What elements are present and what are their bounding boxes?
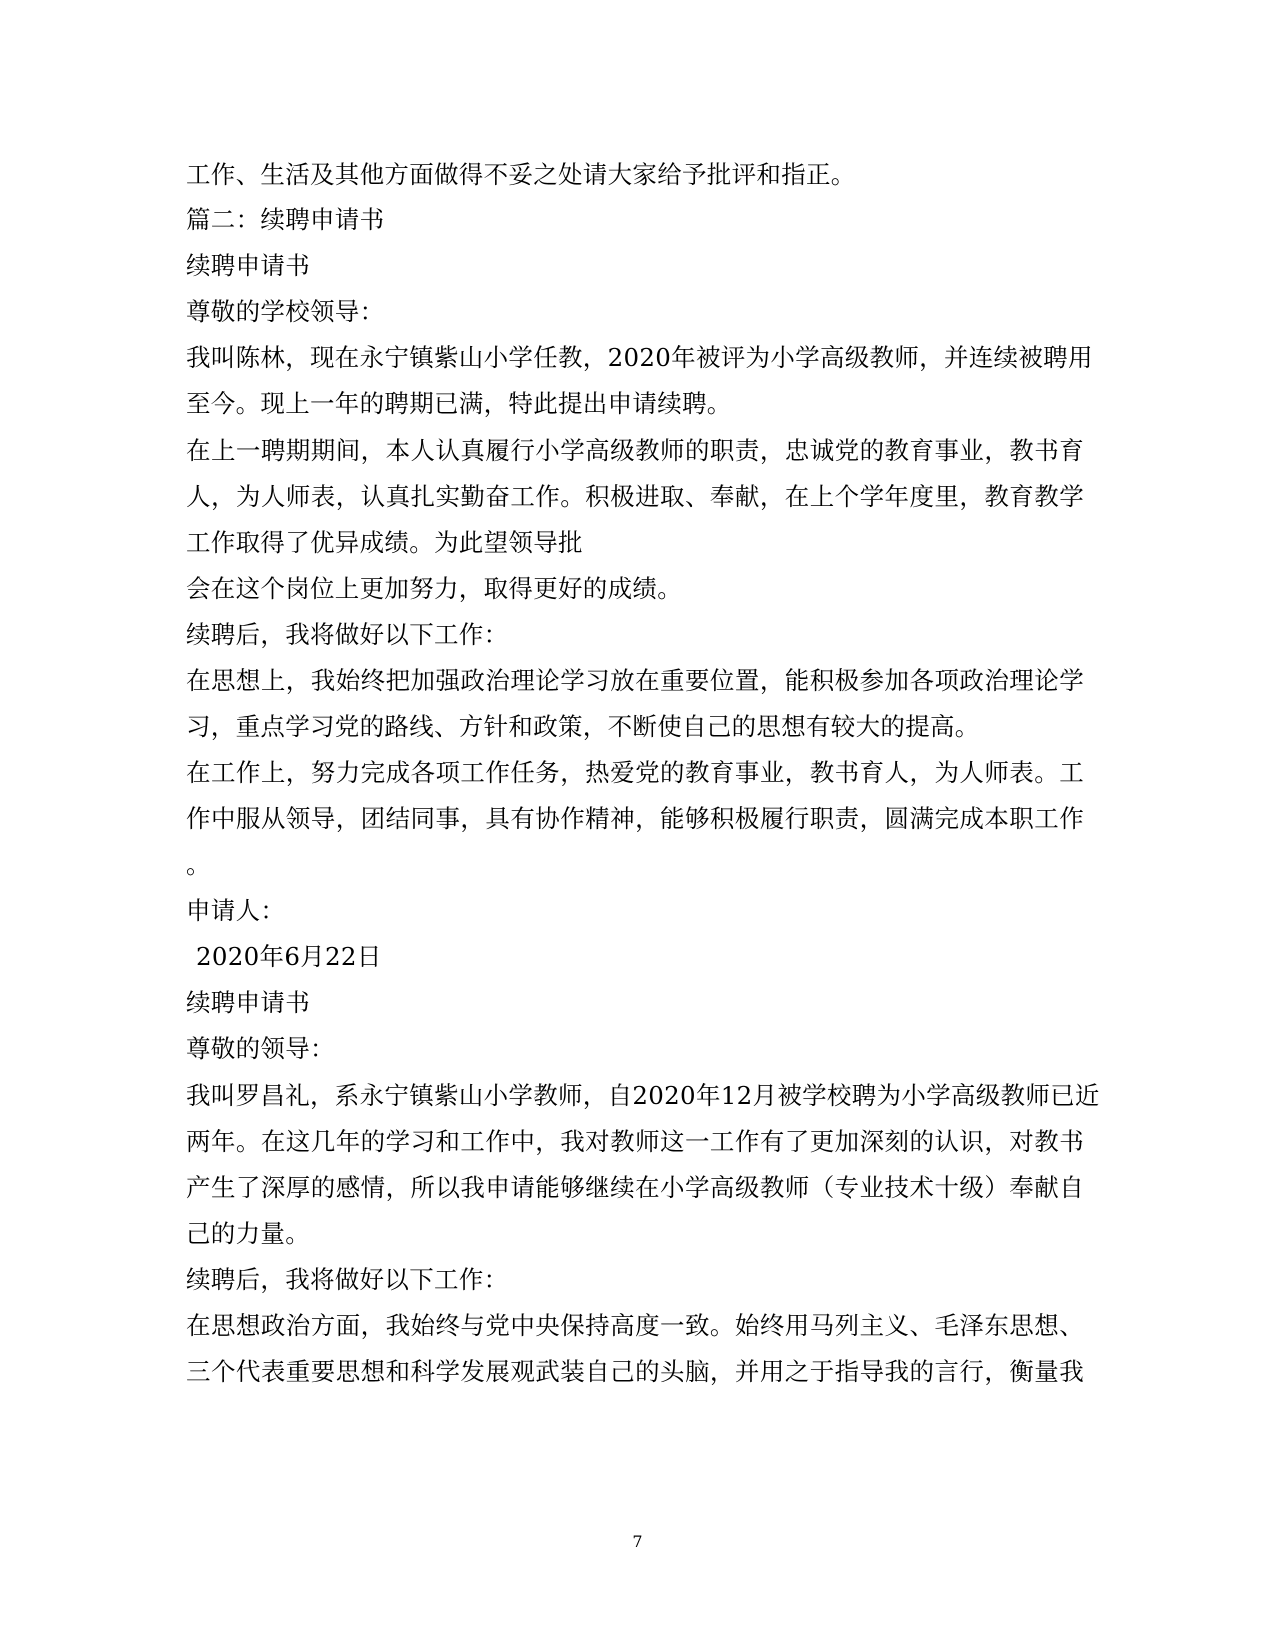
letter-title: 续聘申请书 [186, 988, 310, 1017]
text-line: 产生了深厚的感情，所以我申请能够继续在小学高级教师（专业技术十级）奉献自 [186, 1173, 1084, 1202]
page-number: 7 [632, 1532, 643, 1551]
text-line: 习，重点学习党的路线、方针和政策，不断使自己的思想有较大的提高。 [186, 712, 980, 741]
salutation: 尊敬的学校领导： [186, 297, 385, 326]
text-line: 续聘后，我将做好以下工作： [186, 620, 509, 649]
text-line: 我叫罗昌礼，系永宁镇紫山小学教师，自2020年12月被学校聘为小学高级教师已近 [186, 1081, 1100, 1110]
text-line: 在上一聘期期间，本人认真履行小学高级教师的职责，忠诚党的教育事业，教书育 [186, 436, 1084, 465]
text-line: 在工作上，努力完成各项工作任务，热爱党的教育事业，教书育人，为人师表。工 [186, 758, 1084, 787]
text-line: 人，为人师表，认真扎实勤奋工作。积极进取、奉献，在上个学年度里，教育教学 [186, 482, 1084, 511]
text-line: 续聘后，我将做好以下工作： [186, 1265, 509, 1294]
text-line: 我叫陈林，现在永宁镇紫山小学任教，2020年被评为小学高级教师，并连续被聘用 [186, 343, 1093, 372]
applicant-label: 申请人： [186, 896, 286, 925]
text-line: 作中服从领导，团结同事，具有协作精神，能够积极履行职责，圆满完成本职工作 [186, 804, 1084, 833]
text-line: 。 [186, 850, 211, 879]
text-line: 己的力量。 [186, 1219, 310, 1248]
section-heading: 篇二：续聘申请书 [186, 205, 385, 234]
text-line: 三个代表重要思想和科学发展观武装自己的头脑，并用之于指导我的言行，衡量我 [186, 1357, 1084, 1386]
text-line: 至今。现上一年的聘期已满，特此提出申请续聘。 [186, 389, 732, 418]
text-line: 会在这个岗位上更加努力，取得更好的成绩。 [186, 574, 682, 603]
letter-title: 续聘申请书 [186, 251, 310, 280]
text-line: 在思想上，我始终把加强政治理论学习放在重要位置，能积极参加各项政治理论学 [186, 666, 1084, 695]
text-line: 两年。在这几年的学习和工作中，我对教师这一工作有了更加深刻的认识，对教书 [186, 1127, 1084, 1156]
text-line: 工作、生活及其他方面做得不妥之处请大家给予批评和指正。 [186, 160, 856, 189]
text-line: 在思想政治方面，我始终与党中央保持高度一致。始终用马列主义、毛泽东思想、 [186, 1311, 1084, 1340]
salutation: 尊敬的领导： [186, 1034, 335, 1063]
date-line: 2020年6月22日 [196, 942, 382, 971]
text-line: 工作取得了优异成绩。为此望领导批 [186, 528, 583, 557]
